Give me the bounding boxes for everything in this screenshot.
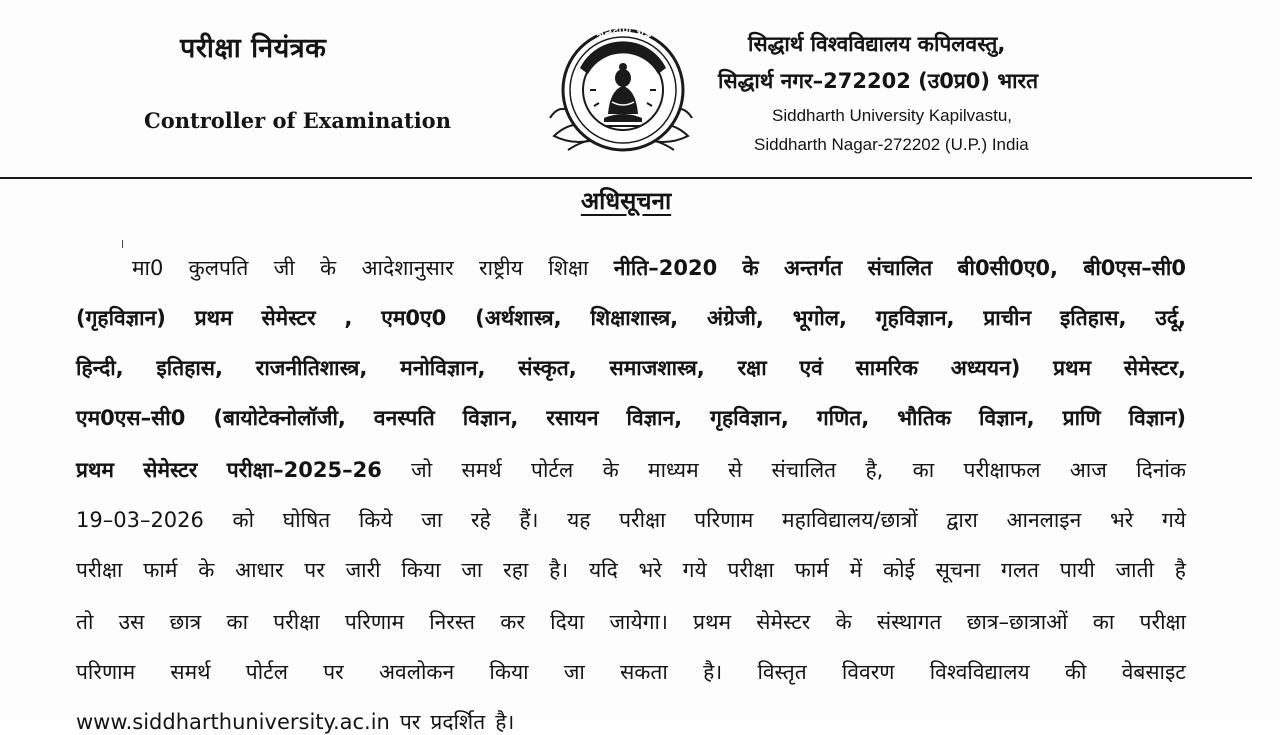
- notice-word: www.siddharthuniversity.ac.in: [76, 710, 390, 734]
- notice-word: कर: [500, 610, 525, 634]
- notice-word: भरे: [638, 558, 662, 582]
- notice-word: आज: [1069, 458, 1107, 482]
- notice-word: किये: [358, 508, 393, 532]
- notice-word: पर: [304, 558, 325, 582]
- notice-word: है।: [549, 558, 569, 582]
- notice-word: घोषित: [282, 508, 331, 532]
- notice-word: है: [1174, 558, 1186, 582]
- notice-word: के: [198, 558, 215, 582]
- notice-word: का: [912, 458, 935, 482]
- notice-word: है।: [703, 660, 723, 684]
- notice-line: [132, 255, 1186, 281]
- notice-word: एवं: [799, 356, 823, 380]
- notice-word: प्रथम: [1053, 356, 1092, 380]
- notice-word: राजनीतिशास्त्र,: [255, 356, 368, 380]
- notice-word: उर्दू,: [1155, 306, 1186, 330]
- notice-word: अंग्रेजी,: [707, 306, 764, 330]
- notice-word: रक्षा: [737, 356, 767, 380]
- emblem-motto: अत्तदीपो भव: [593, 23, 653, 45]
- notice-word: संचालित: [867, 256, 933, 280]
- notice-word: तो: [76, 610, 94, 634]
- notice-word: मा0: [132, 256, 164, 280]
- notice-word: सूचना: [935, 558, 981, 582]
- notice-word: इतिहास,: [1059, 306, 1127, 330]
- notice-word: (गृहविज्ञान): [76, 306, 166, 330]
- notice-word: महाविद्यालय/छात्रों: [782, 508, 918, 532]
- notice-word: कुलपति: [188, 256, 249, 280]
- notice-word: जारी: [345, 558, 381, 582]
- notice-word: विज्ञान,: [979, 406, 1035, 430]
- notice-word: प्रथम: [194, 306, 233, 330]
- notice-word: के: [602, 458, 619, 482]
- notice-word: हैं।: [519, 508, 539, 532]
- notice-word: विश्वविद्यालय: [929, 660, 1030, 684]
- notice-word: पर: [399, 710, 421, 734]
- notice-word: परीक्षा: [1139, 610, 1186, 634]
- notice-word: विस्तृत: [757, 660, 807, 684]
- notice-word: परीक्षा: [76, 558, 123, 582]
- notice-word: गृहविज्ञान,: [710, 406, 789, 430]
- university-address-english: Siddharth Nagar-272202 (U.P.) India: [754, 135, 1029, 154]
- notice-word: पोर्टल: [245, 660, 288, 684]
- notice-word: प्रथम: [693, 610, 732, 634]
- notice-word: जा: [563, 660, 585, 684]
- notice-line: [76, 659, 1186, 685]
- notice-word: द्वारा: [946, 508, 978, 532]
- notice-word: भूगोल,: [792, 306, 847, 330]
- notice-word: हिन्दी,: [76, 356, 124, 380]
- notice-word: जा: [461, 558, 483, 582]
- notice-word: उस: [118, 610, 145, 634]
- notice-word: पायी: [1059, 558, 1095, 582]
- notice-line: [76, 507, 1186, 533]
- notice-word: दिया: [550, 610, 585, 634]
- controller-title-hindi: परीक्षा नियंत्रक: [180, 33, 327, 64]
- notice-word: जो: [411, 458, 433, 482]
- notice-word: प्रदर्शित: [430, 710, 486, 734]
- notice-word: यह: [567, 508, 591, 532]
- notice-word: सेमेस्टर: [143, 458, 198, 482]
- notice-word: एम0ए0: [381, 306, 447, 330]
- notice-word: को: [232, 508, 255, 532]
- notice-word: से: [728, 458, 743, 482]
- notice-word: शिक्षाशास्त्र,: [590, 306, 679, 330]
- notice-word: (बायोटेक्नोलॉजी,: [213, 406, 346, 430]
- notice-word: परीक्षा: [273, 610, 320, 634]
- notice-word: फार्म: [794, 558, 829, 582]
- notice-word: राष्ट्रीय: [479, 256, 523, 280]
- notice-word: पर: [323, 660, 344, 684]
- notice-word: संस्कृत,: [518, 356, 577, 380]
- controller-title-english: Controller of Examination: [144, 108, 451, 133]
- notice-word: संस्थागत: [876, 610, 942, 634]
- notice-word: जायेगा।: [609, 610, 668, 634]
- notice-word: ,: [344, 306, 353, 330]
- notice-word: रसायन: [546, 406, 599, 430]
- university-name-hindi: सिद्धार्थ विश्वविद्यालय कपिलवस्तु,: [748, 32, 1006, 56]
- notice-word: अवलोकन: [379, 660, 455, 684]
- notice-word: परीक्षाफल: [963, 458, 1041, 482]
- notice-word: परीक्षा: [727, 558, 774, 582]
- notice-word: समर्थ: [461, 458, 502, 482]
- notice-word: सेमेस्टर,: [1123, 356, 1186, 380]
- header-divider: [0, 177, 1252, 179]
- notice-word: एम0एस–सी0: [76, 406, 186, 430]
- notice-word: का: [1092, 610, 1115, 634]
- university-name-english: Siddharth University Kapilvastu,: [772, 106, 1013, 125]
- notice-word: है।: [495, 710, 515, 734]
- notice-word: किया: [401, 558, 441, 582]
- university-address-hindi: सिद्धार्थ नगर–272202 (उ0प्र0) भारत: [718, 69, 1039, 93]
- notice-word: छात्र–छात्राओं: [966, 610, 1068, 634]
- notice-word: अन्तर्गत: [784, 256, 843, 280]
- notice-word: सेमेस्टर: [756, 610, 811, 634]
- notice-word: संचालित: [771, 458, 837, 482]
- notice-word: फार्म: [143, 558, 178, 582]
- notice-word: जा: [421, 508, 443, 532]
- notice-line: [76, 355, 1186, 381]
- notice-word: प्राचीन: [983, 306, 1032, 330]
- notice-word: के: [835, 610, 852, 634]
- notice-word: प्रथम: [76, 458, 114, 482]
- notice-word: की: [1064, 660, 1087, 684]
- notice-word: गणित,: [816, 406, 870, 430]
- notice-word: अध्ययन): [950, 356, 1021, 380]
- notice-word: निरस्त: [429, 610, 476, 634]
- notice-word: विवरण: [841, 660, 895, 684]
- notice-word: गये: [1161, 508, 1186, 532]
- notice-word: आदेशानुसार: [361, 256, 454, 280]
- notice-word: आनलाइन: [1006, 508, 1082, 532]
- notice-word: समाजशास्त्र,: [609, 356, 705, 380]
- notice-word: परिणाम: [694, 508, 754, 532]
- notice-word: सामरिक: [855, 356, 918, 380]
- notice-word: रहे: [470, 508, 491, 532]
- notice-word: के: [320, 256, 337, 280]
- university-emblem-icon: [548, 18, 694, 168]
- notice-word: छात्र: [169, 610, 202, 634]
- notice-word: (अर्थशास्त्र,: [475, 306, 562, 330]
- notice-word: दिनांक: [1136, 458, 1186, 482]
- notice-word: विज्ञान): [1128, 406, 1186, 430]
- notice-word: इतिहास,: [156, 356, 223, 380]
- notice-word: है,: [865, 458, 884, 482]
- notice-word: परिणाम: [344, 610, 405, 634]
- notice-word: विज्ञान,: [626, 406, 683, 430]
- notice-line: [76, 405, 1186, 431]
- notice-word: भरे: [1109, 508, 1134, 532]
- notice-word: भौतिक: [897, 406, 951, 430]
- notice-word: बी0एस–सी0: [1083, 256, 1186, 280]
- notice-word: शिक्षा: [548, 256, 589, 280]
- notice-word: मनोविज्ञान,: [400, 356, 486, 380]
- notice-word: गृहविज्ञान,: [875, 306, 955, 330]
- notice-word: नीति–2020: [613, 256, 718, 280]
- notice-word: समर्थ: [170, 660, 211, 684]
- notice-word: सेमेस्टर: [261, 306, 316, 330]
- notice-word: वनस्पति: [373, 406, 435, 430]
- notice-word: यदि: [588, 558, 618, 582]
- notice-word: गये: [682, 558, 707, 582]
- stray-mark: [122, 240, 123, 248]
- notice-word: परिणाम: [76, 660, 136, 684]
- notice-line: [76, 609, 1186, 635]
- notice-word: कोई: [882, 558, 915, 582]
- notice-line: [76, 557, 1186, 583]
- notice-word: सकता: [620, 660, 668, 684]
- notice-word: वेबसाइट: [1121, 660, 1186, 684]
- notice-line: [76, 305, 1186, 331]
- notification-heading: [0, 184, 1252, 217]
- notice-word: बी0सी0ए0,: [957, 256, 1059, 280]
- notice-word: जाती: [1115, 558, 1154, 582]
- notice-word: के: [742, 256, 759, 280]
- notice-word: परीक्षा: [619, 508, 666, 532]
- notice-word: में: [849, 558, 863, 582]
- notice-word: रहा: [503, 558, 529, 582]
- notice-word: प्राणि: [1062, 406, 1101, 430]
- notice-word: गलत: [1001, 558, 1040, 582]
- notice-line: [76, 457, 1186, 483]
- notice-word: किया: [489, 660, 529, 684]
- notice-word: 19–03–2026: [76, 508, 204, 532]
- notice-word: पोर्टल: [531, 458, 574, 482]
- notice-line: [76, 709, 1186, 735]
- notification-heading-text: अधिसूचना: [580, 187, 672, 215]
- notice-word: माध्यम: [648, 458, 699, 482]
- notice-word: का: [226, 610, 249, 634]
- notice-word: जी: [273, 256, 295, 280]
- notice-word: आधार: [235, 558, 284, 582]
- notice-word: परीक्षा–2025–26: [226, 458, 382, 482]
- notice-word: विज्ञान,: [462, 406, 519, 430]
